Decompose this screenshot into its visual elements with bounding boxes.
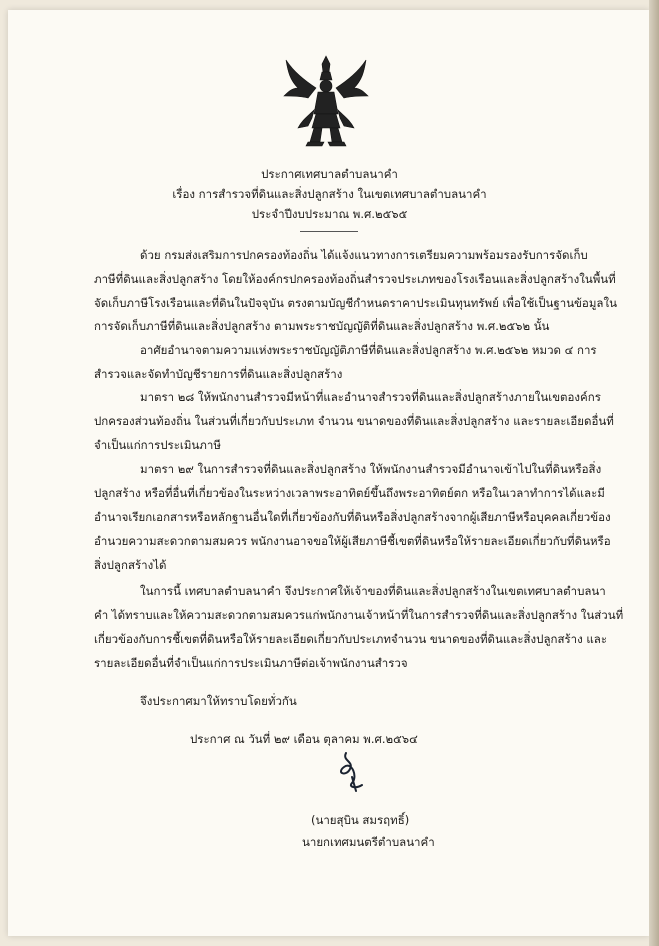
paragraph-line: ภาษีที่ดินและสิ่งปลูกสร้าง โดยให้องค์กรปกครองท้องถิ่นสำรวจประเภทของโรงเรือนและสิ่งปลูกสร้างในพื้นที่ bbox=[94, 272, 616, 286]
subject-title: เรื่อง การสำรวจที่ดินและสิ่งปลูกสร้าง ในเขตเทศบาลตำบลนาคำ bbox=[172, 187, 487, 201]
signer-name: (นายสุบิน สมรฤทธิ์) bbox=[311, 813, 410, 827]
paragraph-line: คำ ได้ทราบและให้ความสะดวกตามสมควรแก่พนักงานเจ้าหน้าที่ในการสำรวจที่ดินและสิ่งปลูกสร้าง ในส่วนที่ bbox=[94, 608, 624, 622]
paragraph-line: ปลูกสร้าง หรือที่อื่นที่เกี่ยวข้องในระหว่างเวลาพระอาทิตย์ขึ้นถึงพระอาทิตย์ตก หรือในเวลาทำการได้และมี bbox=[94, 486, 605, 500]
garuda-emblem-icon bbox=[278, 50, 374, 150]
paragraph-line: จำเป็นแก่การประเมินภาษี bbox=[94, 438, 221, 452]
paragraph-line: รายละเอียดอื่นที่จำเป็นแก่การประเมินภาษีต่อเจ้าพนักงานสำรวจ bbox=[94, 656, 408, 670]
signer-position: นายกเทศมนตรีตำบลนาคำ bbox=[302, 835, 435, 849]
paragraph-line: เกี่ยวข้องกับการชี้เขตที่ดินหรือให้รายละเอียดเกี่ยวกับประเภทจำนวน ขนาดของที่ดินและสิ่งปลูกสร้าง และ bbox=[94, 632, 608, 646]
signature-icon bbox=[332, 747, 372, 793]
paragraph-line: มาตรา ๒๘ ให้พนักงานสำรวจมีหน้าที่และอำนาจสำรวจที่ดินและสิ่งปลูกสร้างภายในเขตองค์กร bbox=[140, 390, 601, 404]
paragraph-line: อำนาจเรียกเอกสารหรือหลักฐานอื่นใดที่เกี่ยวข้องกับที่ดินหรือสิ่งปลูกสร้างจากผู้เสียภาษีหรือบุคคลเกี่ยวข้อง bbox=[94, 510, 611, 524]
paragraph-line: สิ่งปลูกสร้างได้ bbox=[94, 558, 167, 572]
paragraph-line: ด้วย กรมส่งเสริมการปกครองท้องถิ่น ได้แจ้งแนวทางการเตรียมความพร้อมรองรับการจัดเก็บ bbox=[140, 248, 588, 262]
closing-line: จึงประกาศมาให้ทราบโดยทั่วกัน bbox=[140, 694, 297, 708]
paragraph-line: สำรวจและจัดทำบัญชีรายการที่ดินและสิ่งปลูกสร้าง bbox=[94, 367, 343, 381]
paragraph-line: อาศัยอำนาจตามความแห่งพระราชบัญญัติภาษีที่ดินและสิ่งปลูกสร้าง พ.ศ.๒๕๖๒ หมวด ๔ การ bbox=[140, 343, 597, 357]
paragraph-line: จัดเก็บภาษีโรงเรือนและที่ดินในปัจจุบัน ตรงตามบัญชีกำหนดราคาประเมินทุนทรัพย์ เพื่อใช้เป็นฐานข้อมูลใน bbox=[94, 296, 617, 310]
paragraph-line: การจัดเก็บภาษีที่ดินและสิ่งปลูกสร้าง ตามพระราชบัญญัติที่ดินและสิ่งปลูกสร้าง พ.ศ.๒๕๖๒ นั้น bbox=[94, 319, 550, 333]
paragraph-line: อำนวยความสะดวกตามสมควร พนักงานอาจขอให้ผู้เสียภาษีชี้เขตที่ดินหรือให้รายละเอียดเกี่ยวกับที่ดินหรือ bbox=[94, 534, 611, 548]
paragraph-line: ปกครองส่วนท้องถิ่น ในส่วนที่เกี่ยวกับประเภท จำนวน ขนาดของที่ดินและสิ่งปลูกสร้าง และรายละเอียดอื่นที่ bbox=[94, 414, 614, 428]
issuer-title: ประกาศเทศบาลตำบลนาคำ bbox=[261, 167, 398, 181]
fiscal-year-title: ประจำปีงบประมาณ พ.ศ.๒๕๖๕ bbox=[251, 207, 408, 221]
paragraph-line: มาตรา ๒๙ ในการสำรวจที่ดินและสิ่งปลูกสร้าง ให้พนักงานสำรวจมีอำนาจเข้าไปในที่ดินหรือสิ่ง bbox=[140, 462, 602, 476]
paragraph-line: ในการนี้ เทศบาลตำบลนาคำ จึงประกาศให้เจ้าของที่ดินและสิ่งปลูกสร้างในเขตเทศบาลตำบลนา bbox=[140, 584, 606, 598]
announcement-date: ประกาศ ณ วันที่ ๒๙ เดือน ตุลาคม พ.ศ.๒๕๖๔ bbox=[190, 732, 418, 746]
title-separator bbox=[300, 231, 358, 232]
scan-edge bbox=[649, 0, 659, 946]
